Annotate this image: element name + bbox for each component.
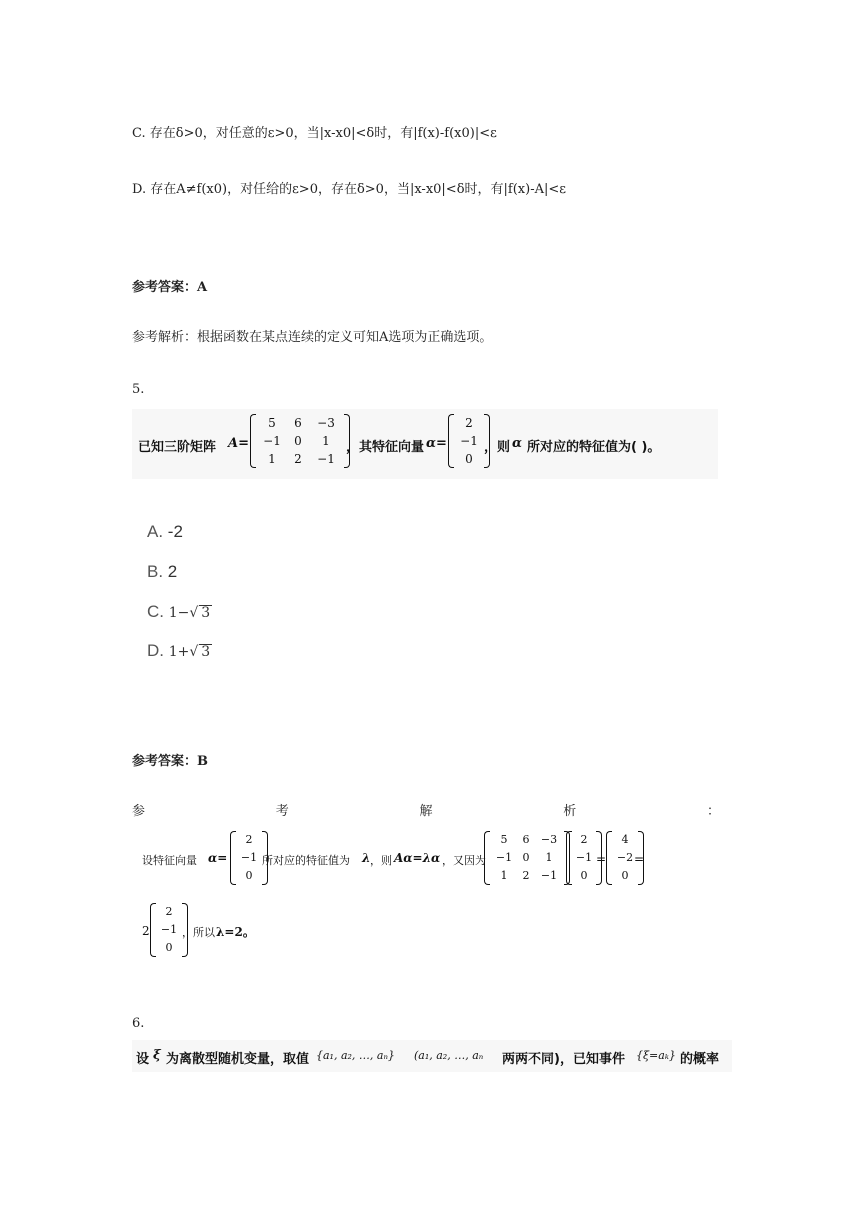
matrix-cell: 5 [268, 416, 276, 430]
vector-cell: −2 [616, 851, 634, 864]
exp-then: ，则 [370, 854, 392, 867]
q5-matrix-label: A= [228, 436, 249, 451]
q4-explanation: 参考解析：根据函数在某点连续的定义可知A选项为正确选项。 [132, 330, 493, 345]
option-c-previous: C. 存在δ>0，对任意的ε>0，当|x-x0|<δ时，有|f(x)-f(x0)|<ε [132, 126, 497, 141]
spread-char: 析 [563, 804, 577, 819]
exp-line1-pre: 设特征向量 [142, 854, 197, 867]
q5-matrix-a [250, 414, 350, 468]
q6-p4: 的概率 [680, 1052, 720, 1067]
vector-cell: 0 [465, 452, 473, 466]
matrix-cell: −1 [263, 434, 281, 448]
exp-line1-mid: 所对应的特征值为 [262, 854, 350, 867]
exp-eq-sign: = [596, 852, 607, 866]
matrix-cell: −3 [317, 416, 335, 430]
sqrt-icon: √ [189, 605, 199, 621]
vector-cell: 0 [580, 869, 588, 882]
q6-set1: {a₁, a₂, …, aₙ} [316, 1049, 395, 1062]
q5-number: 5. [132, 382, 145, 397]
q5-stem-post: ，则 [484, 440, 511, 455]
matrix-cell: 1 [322, 434, 330, 448]
q5-option-d[interactable] [147, 641, 212, 661]
exp-because: ，又因为 [442, 854, 486, 867]
exp-conclusion: ，所以 [182, 926, 215, 939]
q5-stem-image [132, 409, 718, 479]
option-letter: D. [147, 641, 164, 660]
matrix-cell: 6 [294, 416, 302, 430]
q5-stem-mid: ，其特征向量 [346, 440, 425, 455]
q5-stem-alpha: α [512, 436, 523, 451]
spread-char: 解 [419, 804, 433, 819]
matrix-cell: 1 [500, 869, 508, 882]
vector-cell: 2 [165, 905, 173, 918]
q6-xi: ξ [153, 1048, 161, 1063]
q6-set2: (a₁, a₂, …, aₙ [414, 1049, 484, 1062]
option-letter: C. [147, 602, 164, 621]
option-radicand: 3 [201, 644, 211, 660]
exp-alpha-label: α= [208, 851, 228, 865]
vector-cell: 0 [621, 869, 629, 882]
matrix-cell: 1 [545, 851, 553, 864]
matrix-cell: 2 [294, 452, 302, 466]
q6-stem-image [132, 1040, 732, 1072]
vector-cell: 2 [465, 416, 473, 430]
vector-cell: −1 [240, 851, 258, 864]
exp-lambda-value: λ=2。 [216, 925, 255, 939]
matrix-cell: −3 [540, 833, 558, 846]
vector-cell: 0 [245, 869, 253, 882]
option-prefix: 1− [168, 605, 190, 621]
option-value: -2 [167, 522, 183, 541]
spread-char: 考 [275, 804, 289, 819]
matrix-cell: 0 [294, 434, 302, 448]
option-radicand: 3 [201, 605, 211, 621]
matrix-cell: 6 [522, 833, 530, 846]
vector-cell: −1 [575, 851, 593, 864]
q5-answer: 参考答案：B [132, 754, 208, 769]
q5-explanation-image [132, 826, 645, 892]
exp-matrix-a [484, 831, 570, 885]
matrix-cell: −1 [317, 452, 335, 466]
q6-p1: 设 [136, 1052, 150, 1067]
option-letter: A. [147, 522, 164, 541]
exp-eq-sign-2: = [634, 852, 645, 866]
option-value: 2 [167, 562, 178, 581]
q5-option-b[interactable] [147, 562, 177, 582]
matrix-cell: 1 [268, 452, 276, 466]
vector-cell: 2 [245, 833, 253, 846]
option-prefix: 1+ [168, 644, 190, 660]
vector-cell: 0 [165, 941, 173, 954]
option-d-previous: D. 存在A≠f(x0)，对任给的ε>0，存在δ>0，当|x-x0|<δ时，有|f(x)-A|<ε [132, 182, 566, 197]
matrix-cell: −1 [540, 869, 558, 882]
matrix-cell: −1 [495, 851, 513, 864]
q6-number: 6. [132, 1016, 145, 1031]
q5-option-a[interactable] [147, 522, 183, 542]
q5-explanation-heading [132, 800, 720, 819]
sqrt-icon: √ [189, 644, 199, 660]
vector-cell: −1 [460, 434, 478, 448]
exp-coefficient: 2 [142, 924, 150, 938]
exp-lambda: λ [362, 851, 371, 865]
q5-stem-end: 所对应的特征值为( )。 [527, 440, 661, 455]
vector-cell: −1 [160, 923, 178, 936]
matrix-cell: 5 [500, 833, 508, 846]
q5-vector-label: α= [426, 436, 447, 451]
exp-equation: Aα=λα [394, 851, 441, 865]
q6-p3: 两两不同)，已知事件 [502, 1052, 625, 1067]
vector-cell: 2 [580, 833, 588, 846]
q6-event: {ξ=aₖ} [636, 1049, 676, 1062]
vector-cell: 4 [621, 833, 629, 846]
option-letter: B. [147, 562, 164, 581]
q5-stem-pre: 已知三阶矩阵 [138, 440, 217, 455]
q6-p2: 为离散型随机变量，取值 [166, 1052, 310, 1067]
spread-char: ： [706, 804, 720, 819]
q4-answer: 参考答案：A [132, 280, 208, 295]
matrix-cell: 2 [522, 869, 530, 882]
q5-option-c[interactable] [147, 602, 212, 622]
matrix-cell: 0 [522, 851, 530, 864]
q5-explanation-image-2 [132, 898, 292, 964]
spread-char: 参 [132, 804, 146, 819]
